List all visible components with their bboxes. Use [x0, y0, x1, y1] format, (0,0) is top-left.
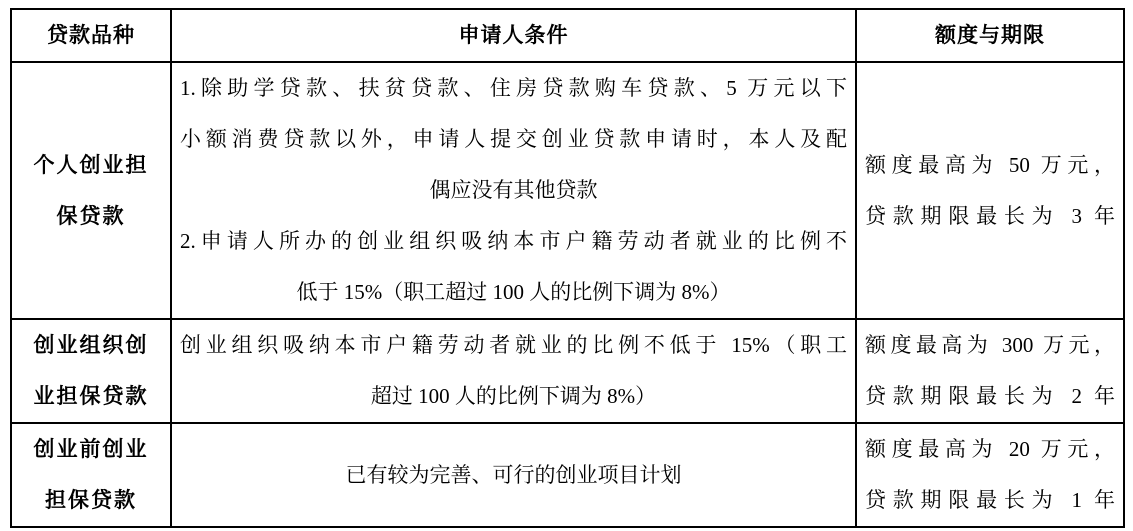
- header-applicant-conditions: 申请人条件: [171, 9, 856, 62]
- loan-type-line: 担保贷款: [45, 488, 137, 512]
- header-quota-term: 额度与期限: [856, 9, 1124, 62]
- header-loan-type: 贷款品种: [11, 9, 171, 62]
- conditions-cell: [171, 62, 856, 319]
- conditions-line: 超过 100 人的比例下调为 8%）: [370, 384, 657, 408]
- quota-line: 贷款期限最长为 2 年: [865, 384, 1115, 408]
- conditions-line: 2.申请人所办的创业组织吸纳本市户籍劳动者就业的比例不: [180, 229, 847, 253]
- header-row: [11, 9, 1124, 62]
- quota-line: 额度最高为 50 万元，: [865, 152, 1115, 177]
- quota-cell: [856, 319, 1124, 423]
- loan-type-line: 业担保贷款: [33, 384, 149, 408]
- table-row: [11, 62, 1124, 319]
- conditions-line: 偶应没有其他贷款: [429, 178, 598, 202]
- quota-line: 额度最高为 300 万元，: [865, 333, 1115, 357]
- loan-type-line: 保贷款: [56, 203, 126, 228]
- conditions-cell: [171, 319, 856, 423]
- quota-line: 贷款期限最长为 3 年: [865, 203, 1115, 228]
- table-row: [11, 319, 1124, 423]
- conditions-line: 低于 15%（职工超过 100 人的比例下调为 8%）: [296, 280, 731, 304]
- conditions-cell: [171, 423, 856, 527]
- conditions-line: 小额消费贷款以外，申请人提交创业贷款申请时，本人及配: [180, 127, 847, 151]
- loan-table: [10, 8, 1125, 528]
- loan-type-cell: [11, 319, 171, 423]
- conditions-line: 1.除助学贷款、扶贫贷款、住房贷款购车贷款、5 万元以下: [180, 76, 847, 100]
- loan-type-line: 创业前创业: [33, 437, 149, 461]
- quota-line: 贷款期限最长为 1 年: [865, 488, 1115, 512]
- loan-type-line: 创业组织创: [33, 333, 149, 357]
- quota-cell: [856, 423, 1124, 527]
- loan-type-cell: [11, 62, 171, 319]
- conditions-line: 创业组织吸纳本市户籍劳动者就业的比例不低于 15%（职工: [180, 333, 847, 357]
- conditions-line: 已有较为完善、可行的创业项目计划: [345, 462, 682, 487]
- quota-line: 额度最高为 20 万元，: [865, 437, 1115, 461]
- loan-type-cell: [11, 423, 171, 527]
- quota-cell: [856, 62, 1124, 319]
- loan-type-line: 个人创业担: [33, 152, 149, 177]
- table-row: [11, 423, 1124, 527]
